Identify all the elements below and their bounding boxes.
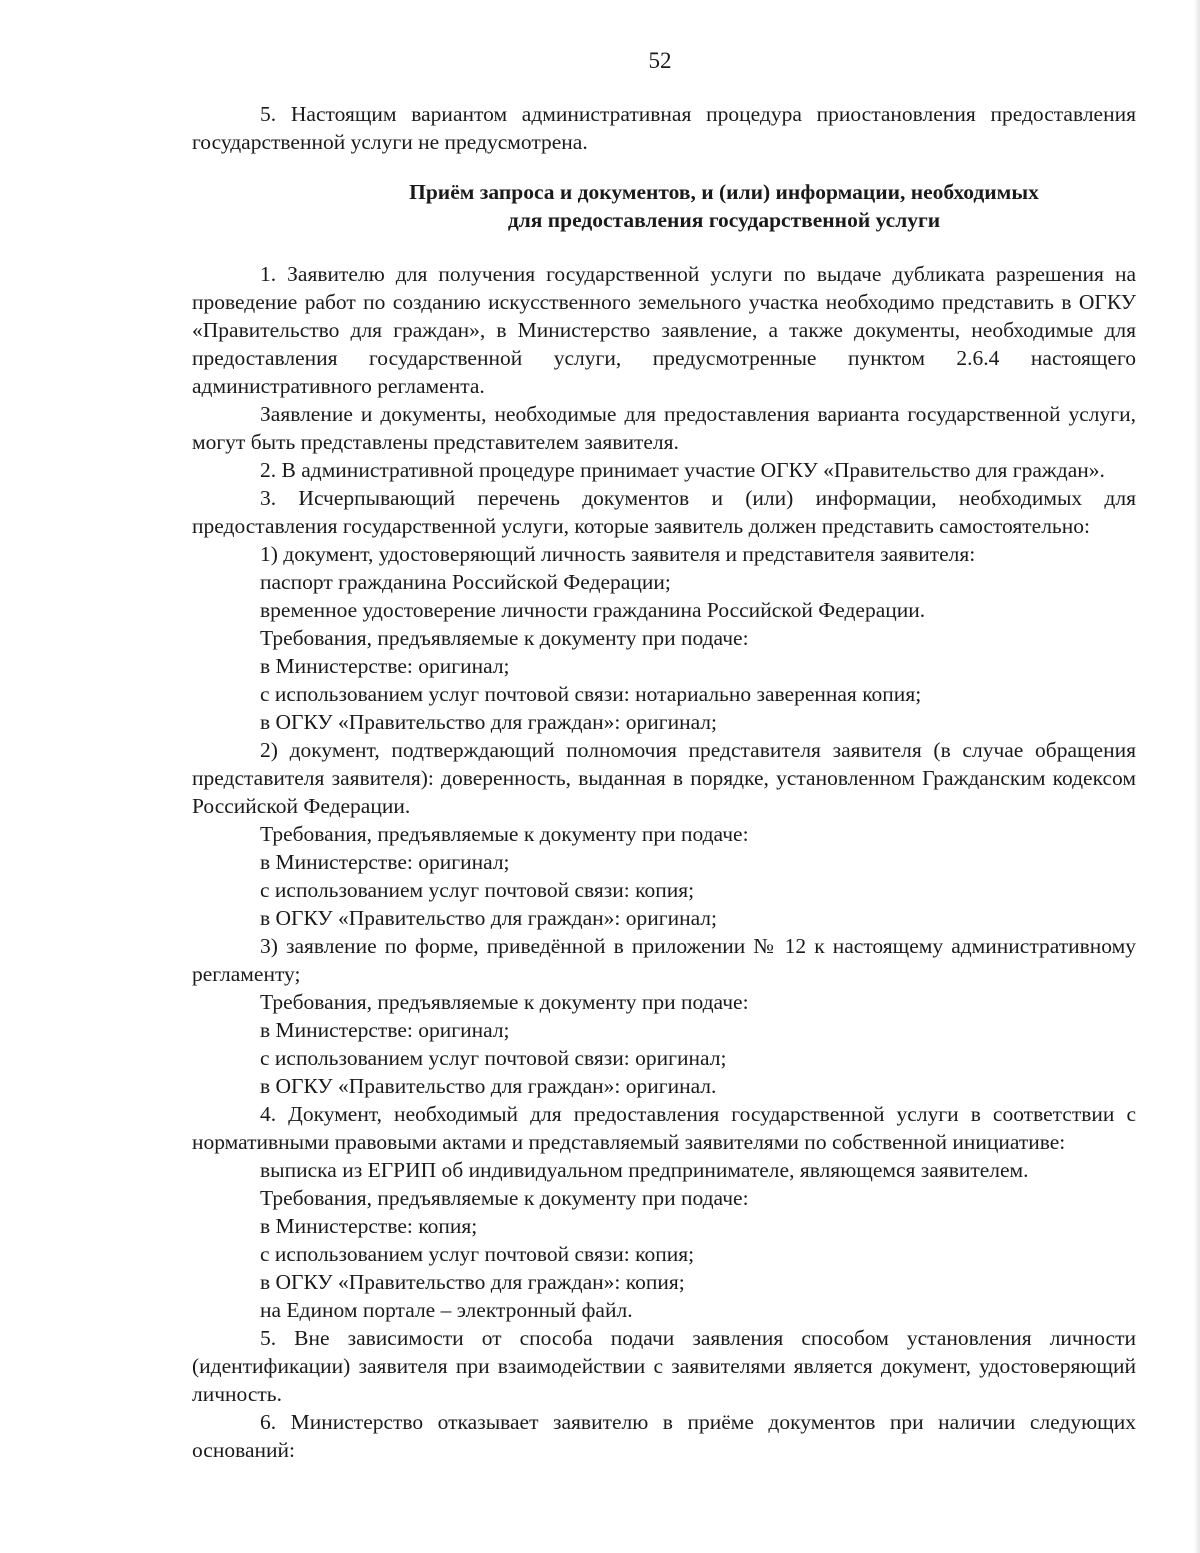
paragraph: 6. Министерство отказывает заявителю в приёме документов при наличии следующих оснований: xyxy=(192,1410,1136,1462)
scan-edge-shadow xyxy=(1194,0,1200,1553)
list-item: в ОГКУ «Правительство для граждан»: оригинал; xyxy=(260,906,718,930)
list-item: Требования, предъявляемые к документу при подаче: xyxy=(260,1186,749,1210)
list-item: с использованием услуг почтовой связи: копия; xyxy=(260,1242,695,1266)
list-item: Требования, предъявляемые к документу при подаче: xyxy=(260,990,749,1014)
list-item: в Министерстве: оригинал; xyxy=(260,850,510,874)
paragraph: 4. Документ, необходимый для предоставления государственной услуги в соответствии с нормативными правовыми актами и представляемый заявителями по собственной инициативе: xyxy=(192,1102,1136,1154)
paragraph: 3. Исчерпывающий перечень документов и (или) информации, необходимых для предоставления государственной услуги, которые заявитель должен представить самостоятельно: xyxy=(192,486,1136,538)
list-item: в Министерстве: оригинал; xyxy=(260,654,510,678)
paragraph: 2. В административной процедуре принимает участие ОГКУ «Правительство для граждан». xyxy=(260,458,1105,482)
list-item: паспорт гражданина Российской Федерации; xyxy=(260,570,671,594)
list-item: в ОГКУ «Правительство для граждан»: оригинал; xyxy=(260,710,718,734)
document-body xyxy=(192,100,1136,1464)
list-item: Требования, предъявляемые к документу при подаче: xyxy=(260,822,749,846)
paragraph: 3) заявление по форме, приведённой в приложении № 12 к настоящему административному регламенту; xyxy=(192,934,1136,986)
list-item: на Едином портале – электронный файл. xyxy=(260,1298,633,1322)
list-item: Требования, предъявляемые к документу при подаче: xyxy=(260,626,749,650)
list-item: в Министерстве: оригинал; xyxy=(260,1018,510,1042)
list-item: с использованием услуг почтовой связи: нотариально заверенная копия; xyxy=(260,682,922,706)
list-item: временное удостоверение личности гражданина Российской Федерации. xyxy=(260,598,926,622)
paragraph: 5. Вне зависимости от способа подачи заявления способом установления личности (идентификации) заявителя при взаимодействии с заявителями является документ, удостоверяющий личность. xyxy=(192,1326,1136,1406)
section-heading-line-2: для предоставления государственной услуги xyxy=(507,208,941,232)
intro-paragraph: 5. Настоящим вариантом административная процедура приостановления предоставления государственной услуги не предусмотрена. xyxy=(192,102,1136,154)
paragraph: 1. Заявителю для получения государственной услуги по выдаче дубликата разрешения на проведение работ по созданию искусственного земельного участка необходимо представить в ОГКУ «Правительство для граждан», в Министерство заявление, а также документы, необходимые для предоставления государственной услуги, предусмотренные пунктом 2.6.4 настоящего административного регламента. xyxy=(192,262,1136,398)
list-item: в ОГКУ «Правительство для граждан»: оригинал. xyxy=(260,1074,717,1098)
section-heading xyxy=(192,178,1136,234)
paragraph: Заявление и документы, необходимые для предоставления варианта государственной услуги, могут быть представлены представителем заявителя. xyxy=(192,402,1136,454)
section-heading-line-1: Приём запроса и документов, и (или) информации, необходимых xyxy=(409,180,1039,204)
list-item: в ОГКУ «Правительство для граждан»: копия; xyxy=(260,1270,685,1294)
list-item: с использованием услуг почтовой связи: оригинал; xyxy=(260,1046,727,1070)
list-item: с использованием услуг почтовой связи: копия; xyxy=(260,878,695,902)
page-number: 52 xyxy=(648,48,672,73)
list-item: выписка из ЕГРИП об индивидуальном предпринимателе, являющемся заявителем. xyxy=(260,1158,1029,1182)
list-item: в Министерстве: копия; xyxy=(260,1214,478,1238)
list-item: 1) документ, удостоверяющий личность заявителя и представителя заявителя: xyxy=(260,542,976,566)
paragraph: 2) документ, подтверждающий полномочия представителя заявителя (в случае обращения представителя заявителя): доверенность, выданная в порядке, установленном Гражданским кодексом Российской Федерации. xyxy=(192,738,1136,818)
